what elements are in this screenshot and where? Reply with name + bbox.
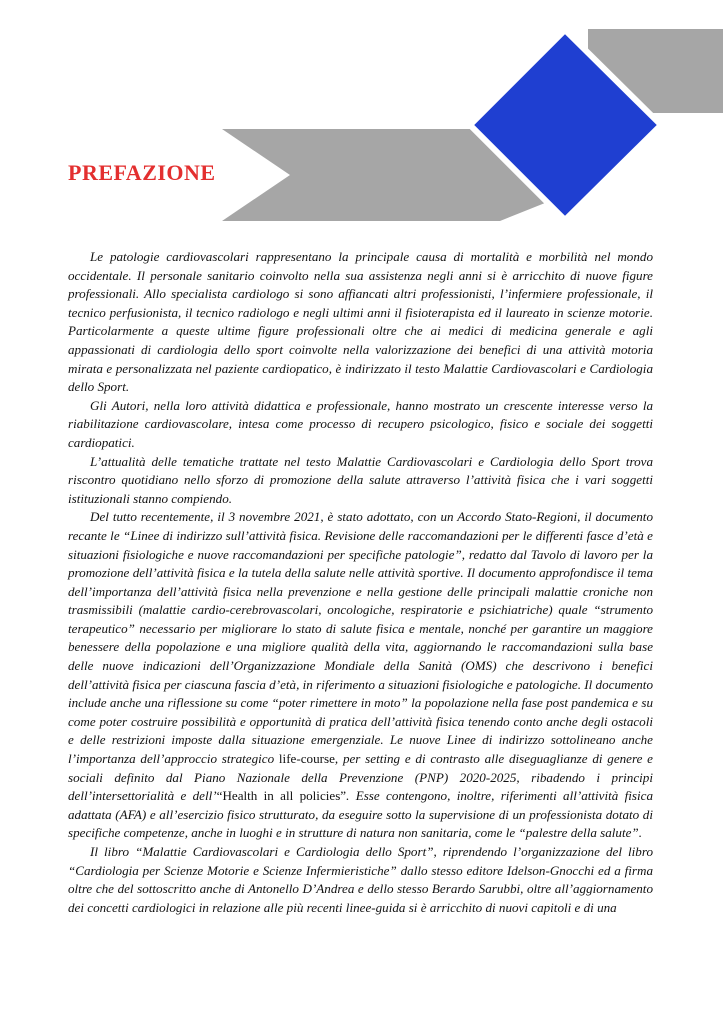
paragraph-2: Gli Autori, nella loro attività didattica e professionale, hanno mostrato un crescente interesse verso la riabilitazione cardiovascolare, intesa come processo di recupero psicologico, fisico e sociale dei soggetti cardiopatici. (68, 397, 653, 450)
preface-body (68, 248, 653, 917)
paragraph-5: Il libro “Malattie Cardiovascolari e Cardiologia dello Sport”, riprendendo l’organizzazione del libro “Cardiologia per Scienze Motorie e Scienze Infermieristiche” dallo stesso editore Idelson-Gnocchi ed a firma oltre che del sottoscritto anche di Antonello D’Andrea e dello stesso Berardo Sarubbi, oltre all’aggiornamento dei concetti cardiologici in relazione alle più recenti linee-guida si è arricchito di nuovi capitoli e di una (68, 844, 653, 915)
paragraph-4-part-1: Del tutto recentemente, il 3 novembre 2021, è stato adottato, con un Accordo Stato-Regioni, il documento recante le “Linee di indirizzo sull’attività fisica. Revisione delle raccomandazioni per le differenti fasce d’età e situazioni fisiologiche e nuove raccomandazioni per specifiche patologie”, redatto dal Tavolo di lavoro per la promozione dell’attività fisica e la tutela della salute nelle attività sportive. Il documento approfondisce il tema dell’importanza dell’attività fisica nella prevenzione e nella gestione delle principali malattie croniche non trasmissibili (malattie cardio-cerebrovascolari, oncologiche, respiratorie e psichiatriche) quale “strumento terapeutico” necessario per migliorare lo stato di salute fisica e mentale, nonché per garantire un maggiore benessere della popolazione e una migliore qualità della vita, aggiornando le raccomandazioni sulla base delle nuove indicazioni dell’Organizzazione Mondiale della Sanità (OMS) che descrivono i benefici dell’attività fisica per ciascuna fascia d’età, in riferimento a situazioni fisiologiche e patologiche. Il documento include anche una riflessione su come “poter rimettere in moto” la popolazione nella fase post pandemica e su come poter costruire possibilità e opportunità di pratica dell’attività fisica tenendo conto anche degli ostacoli e delle restrizioni imposte dalla situazione emergenziale. Le nuove Linee di indirizzo sottolineano anche l’importanza dell’approccio strategico (68, 509, 653, 767)
paragraph-1: Le patologie cardiovascolari rappresentano la principale causa di mortalità e morbilità nel mondo occidentale. Il personale sanitario coinvolto nella sua assistenza negli anni si è arricchito di nuove figure professionali. Allo specialista cardiologo si sono affiancati altri professionisti, l’infermiere professionale, il tecnico perfusionista, il tecnico radiologo e negli ultimi anni il fisioterapista ed il laureato in scienze motorie. Particolarmente a queste ultime figure professionali oltre che ai medici di medicina generale e agli appassionati di cardiologia dello sport coinvolte nella valorizzazione dei benefici di una attività motoria mirata e personalizzata nel paziente cardiopatico, è indirizzato il testo Malattie Cardiovascolari e Cardiologia dello Sport. (68, 249, 653, 395)
paragraph-4-health-in-all-policies: “Health in all policies” (216, 788, 347, 804)
paragraph-4 (68, 508, 653, 843)
header-decoration (0, 0, 723, 230)
page-title: PREFAZIONE (68, 160, 216, 185)
paragraph-4-part-2: , per setting e di contrasto alle diseguaglianze di genere e sociali definito dal Piano Nazionale della Prevenzione (PNP) 2020-2025, ribadendo i principi dell’intersettorialità e dell’ (68, 751, 653, 804)
paragraph-4-life-course: life-course (278, 751, 335, 767)
paragraph-3: L’attualità delle tematiche trattate nel testo Malattie Cardiovascolari e Cardiologia dello Sport trova riscontro quotidiano nello sforzo di promozione della salute attraverso l’attività fisica che i vari soggetti istituzionali stanno compiendo. (68, 453, 653, 506)
paragraph-4-part-3: . Esse contengono, inoltre, riferimenti all’attività fisica adattata (AFA) e all’esercizio fisico strutturato, da eseguire sotto la supervisione di un professionista dotato di specifiche competenze, anche in luoghi e in strutture di natura non sanitaria, come le “palestre della salute”. (68, 788, 653, 841)
